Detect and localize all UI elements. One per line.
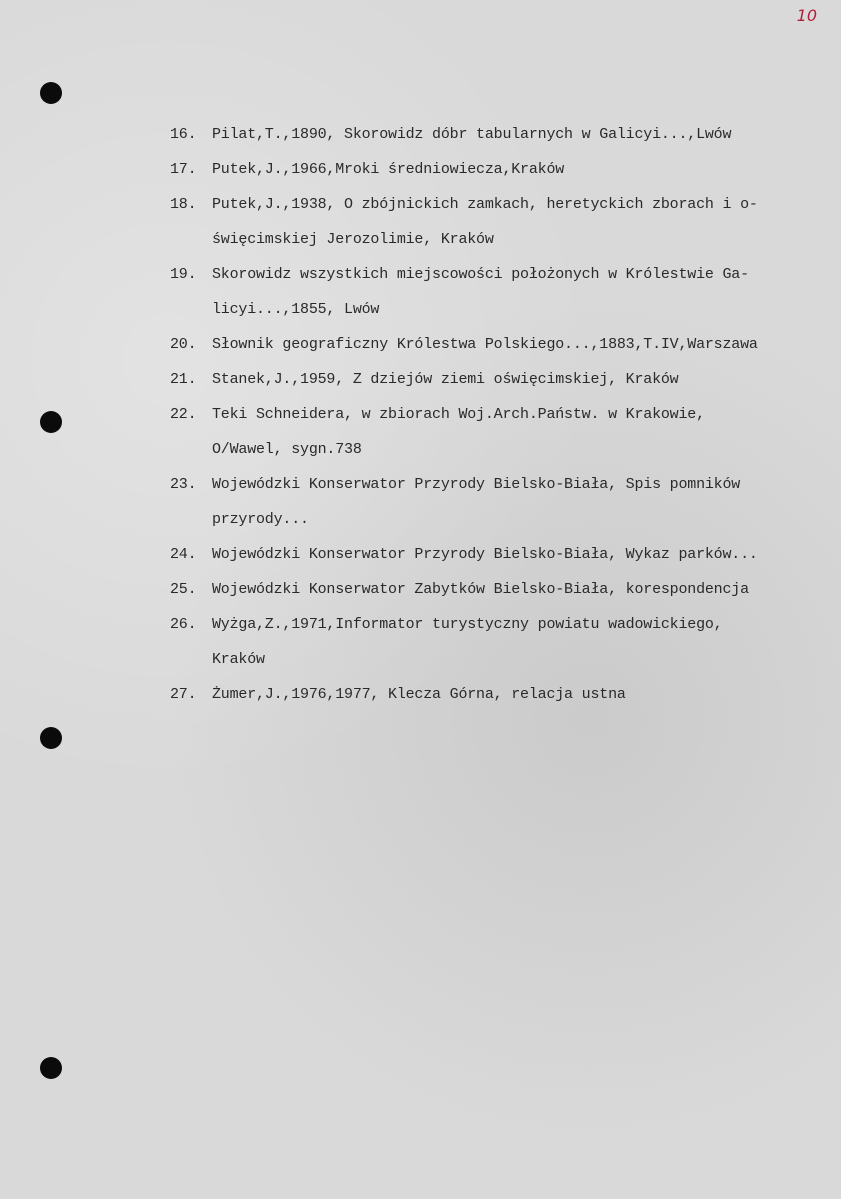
entry-line: Wojewódzki Konserwator Przyrody Bielsko-Biała, Spis pomników	[212, 476, 741, 493]
entry-text	[212, 406, 835, 458]
bibliography-entry	[170, 476, 835, 528]
entry-text	[212, 616, 835, 668]
entry-text	[212, 196, 835, 248]
entry-line: święcimskiej Jerozolimie, Kraków	[212, 231, 494, 248]
bibliography-entry	[170, 161, 835, 178]
entry-number: 17.	[170, 161, 197, 178]
entry-line: Żumer,J.,1976,1977, Klecza Górna, relacja ustna	[212, 686, 626, 703]
entry-line: Putek,J.,1966,Mroki średniowiecza,Kraków	[212, 161, 565, 178]
punch-hole	[40, 411, 62, 433]
entry-number: 23.	[170, 476, 197, 493]
entry-line: Wojewódzki Konserwator Przyrody Bielsko-Biała, Wykaz parków...	[212, 546, 758, 563]
entry-number: 24.	[170, 546, 197, 563]
bibliography-entry	[170, 686, 835, 703]
punch-hole	[40, 1057, 62, 1079]
punch-hole	[40, 727, 62, 749]
bibliography-entry	[170, 581, 835, 598]
bibliography-entry	[170, 336, 835, 353]
bibliography-list	[170, 126, 835, 721]
entry-text	[212, 581, 835, 598]
entry-line: licyi...,1855, Lwów	[212, 301, 380, 318]
bibliography-entry	[170, 196, 835, 248]
entry-number: 20.	[170, 336, 197, 353]
entry-number: 25.	[170, 581, 197, 598]
entry-line: Skorowidz wszystkich miejscowości położonych w Królestwie Ga-	[212, 266, 749, 283]
entry-line: Stanek,J.,1959, Z dziejów ziemi oświęcimskiej, Kraków	[212, 371, 679, 388]
entry-line: Pilat,T.,1890, Skorowidz dóbr tabularnych w Galicyi...,Lwów	[212, 126, 732, 143]
entry-number: 26.	[170, 616, 197, 633]
entry-number: 21.	[170, 371, 197, 388]
entry-number: 19.	[170, 266, 197, 283]
bibliography-entry	[170, 546, 835, 563]
entry-text	[212, 266, 835, 318]
entry-text	[212, 126, 835, 143]
page-number: 10	[796, 6, 817, 25]
punch-hole	[40, 82, 62, 104]
entry-number: 22.	[170, 406, 197, 423]
entry-text	[212, 476, 835, 528]
entry-line: Teki Schneidera, w zbiorach Woj.Arch.Państw. w Krakowie,	[212, 406, 705, 423]
entry-line: Wyżga,Z.,1971,Informator turystyczny powiatu wadowickiego,	[212, 616, 723, 633]
entry-text	[212, 336, 835, 353]
entry-line: Kraków	[212, 651, 265, 668]
entry-text	[212, 371, 835, 388]
entry-text	[212, 546, 835, 563]
entry-line: O/Wawel, sygn.738	[212, 441, 362, 458]
entry-line: Wojewódzki Konserwator Zabytków Bielsko-Biała, korespondencja	[212, 581, 749, 598]
bibliography-entry	[170, 371, 835, 388]
entry-line: Putek,J.,1938, O zbójnickich zamkach, heretyckich zborach i o-	[212, 196, 758, 213]
entry-text	[212, 161, 835, 178]
bibliography-entry	[170, 406, 835, 458]
entry-line: Słownik geograficzny Królestwa Polskiego...,1883,T.IV,Warszawa	[212, 336, 758, 353]
entry-number: 18.	[170, 196, 197, 213]
bibliography-entry	[170, 266, 835, 318]
entry-line: przyrody...	[212, 511, 309, 528]
entry-number: 27.	[170, 686, 197, 703]
bibliography-entry	[170, 616, 835, 668]
entry-number: 16.	[170, 126, 197, 143]
entry-text	[212, 686, 835, 703]
bibliography-entry	[170, 126, 835, 143]
